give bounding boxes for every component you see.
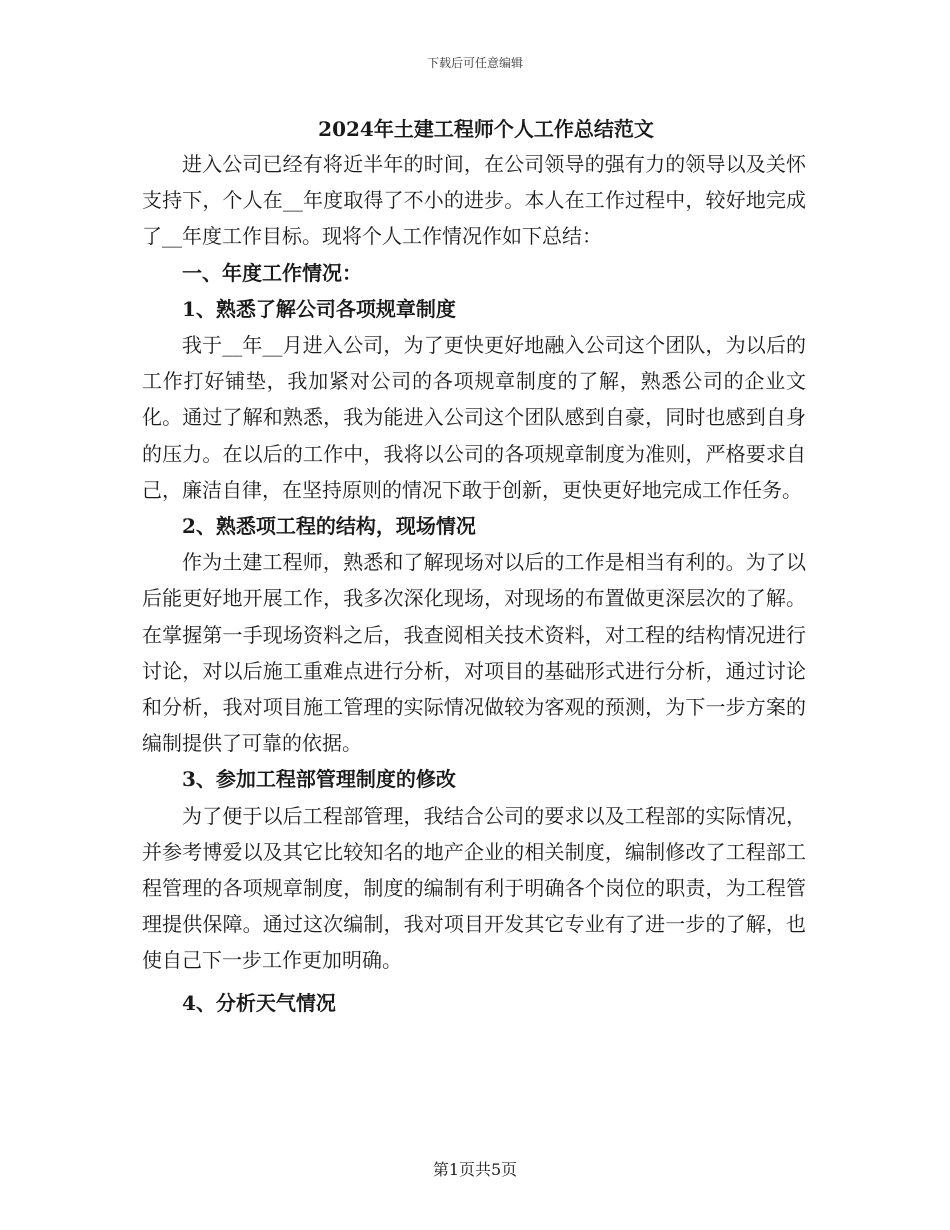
header-note: 下载后可任意编辑 (426, 56, 523, 70)
item-heading-4: 4、分析天气情况 (182, 990, 336, 1015)
item-body-3: 为了便于以后工程部管理，我结合公司的要求以及工程部的实际情况，并参考博爱以及其它比较知名的地产企业的相关制度，编制修改了工程部工程管理的各项规章制度，制度的编制有利于明确各个岗位的职责，为工程管理提供保障。通过这次编制，我对项目开发其它专业有了进一步的了解，也使自己下一步工作更加明确。 (142, 803, 806, 973)
item-body-2: 作为土建工程师，熟悉和了解现场对以后的工作是相当有利的。为了以后能更好地开展工作，我多次深化现场，对现场的布置做更深层次的了解。在掌握第一手现场资料之后，我查阅相关技术资料，对工程的结构情况进行讨论，对以后施工重难点进行分析，对项目的基础形式进行分析，通过讨论和分析，我对项目施工管理的实际情况做较为客观的预测，为下一步方案的编制提供了可靠的依据。 (142, 550, 806, 756)
document-title: 2024年土建工程师个人工作总结范文 (318, 117, 654, 141)
item-heading-2: 2、熟悉项工程的结构，现场情况 (182, 514, 476, 539)
intro-paragraph: 进入公司已经有将近半年的时间，在公司领导的强有力的领导以及关怀支持下，个人在__年度取得了不小的进步。本人在工作过程中，较好地完成了__年度工作目标。现将个人工作情况作如下总结： (142, 152, 806, 249)
document-body (142, 112, 806, 1021)
item-heading-3: 3、参加工程部管理制度的修改 (182, 767, 456, 792)
item-heading-1: 1、熟悉了解公司各项规章制度 (182, 296, 456, 321)
page-number: 第1页共5页 (432, 1160, 518, 1179)
item-body-1: 我于__年__月进入公司，为了更快更好地融入公司这个团队，为以后的工作打好铺垫，我加紧对公司的各项规章制度的了解，熟悉公司的企业文化。通过了解和熟悉，我为能进入公司这个团队感到自豪，同时也感到自身的压力。在以后的工作中，我将以公司的各项规章制度为准则，严格要求自己，廉洁自律，在坚持原则的情况下敢于创新，更快更好地完成工作任务。 (142, 333, 806, 502)
section-heading-annual-work: 一、年度工作情况： (182, 260, 362, 285)
